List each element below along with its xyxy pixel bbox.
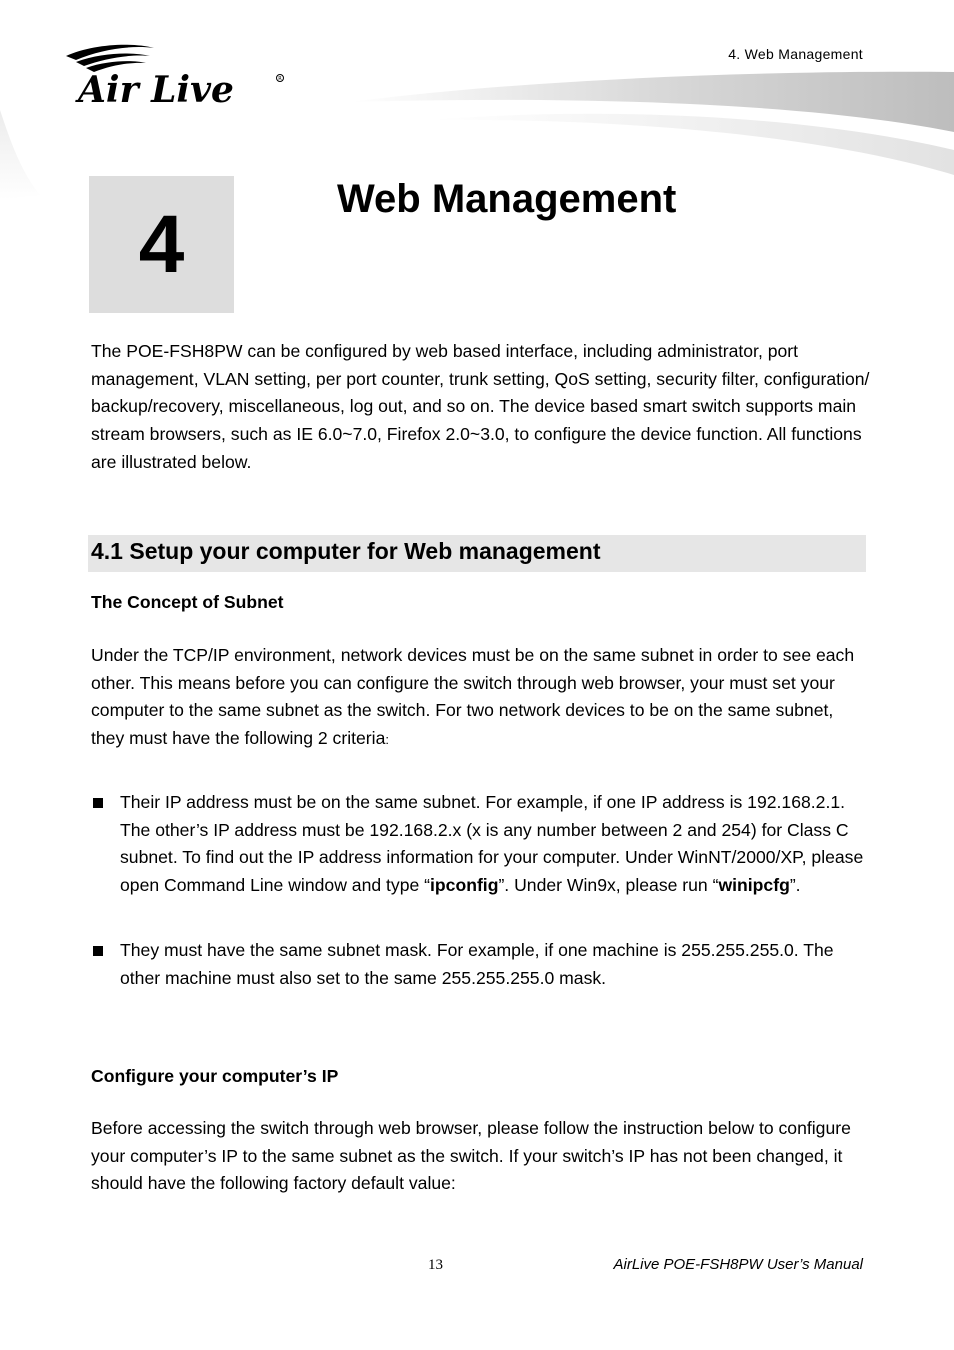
bullet1-text-a: Their IP address must be on the same subnet. For example, if one IP address is 192.168.2.1. The other’s IP address must be 192.168.2.x (x is any number between 2 and 254) for Class C subnet. To find out the IP address information for your computer. Under WinNT/2000/XP, please open Command Line window and type “	[120, 792, 864, 896]
section-title: 4.1 Setup your computer for Web management	[91, 538, 601, 564]
subnet-paragraph-colon: :	[385, 732, 389, 748]
intro-paragraph: The POE-FSH8PW can be configured by web based interface, including administrator, port management, VLAN setting, per port counter, trunk setting, QoS setting, security filter, configuration/ backup/recovery, miscellaneous, log out, and so on. The device based smart switch supports main stream browsers, such as IE 6.0~7.0, Firefox 2.0~3.0, to configure the device function. All functions are illustrated below.	[91, 341, 870, 472]
chapter-number: 4	[138, 198, 185, 290]
chapter-number-box	[89, 176, 234, 313]
footer-manual-title: AirLive POE-FSH8PW User’s Manual	[613, 1256, 863, 1273]
subnet-heading: The Concept of Subnet	[91, 592, 284, 612]
logo-wordmark: Air Live	[78, 69, 234, 106]
running-head: 4. Web Management	[728, 46, 863, 62]
svg-text:R: R	[278, 76, 282, 82]
bullet-item	[91, 789, 871, 900]
subnet-paragraph-text: Under the TCP/IP environment, network devices must be on the same subnet in order to see each other. This means before you can configure the switch through web browser, your must set your computer to the same subnet as the switch. For two network devices to be on the same subnet, they must have the following 2 criteria	[91, 645, 855, 749]
ipconfig-command: ipconfig	[430, 875, 499, 896]
square-bullet-icon	[93, 798, 103, 808]
bullet1-text-b: ”. Under Win9x, please run “	[498, 875, 719, 896]
bullet-item	[91, 937, 871, 992]
chapter-title: Web Management	[337, 177, 677, 221]
bullet1-text-c: ”.	[789, 875, 801, 896]
subnet-paragraph	[91, 642, 871, 754]
configure-ip-heading: Configure your computer’s IP	[91, 1066, 339, 1086]
airlive-logo	[62, 42, 287, 106]
winipcfg-command: winipcfg	[718, 875, 790, 896]
configure-ip-paragraph: Before accessing the switch through web browser, please follow the instruction below to configure your computer’s IP to the same subnet as the switch. If your switch’s IP has not been changed, it should have the following factory default value:	[91, 1118, 851, 1194]
page-number: 13	[428, 1257, 443, 1273]
bullet-text-ip-address	[120, 789, 865, 900]
square-bullet-icon	[93, 946, 103, 956]
bullet-text-subnet-mask: They must have the same subnet mask. For example, if one machine is 255.255.255.0. The other machine must also set to the same 255.255.255.0 mask.	[120, 940, 834, 988]
